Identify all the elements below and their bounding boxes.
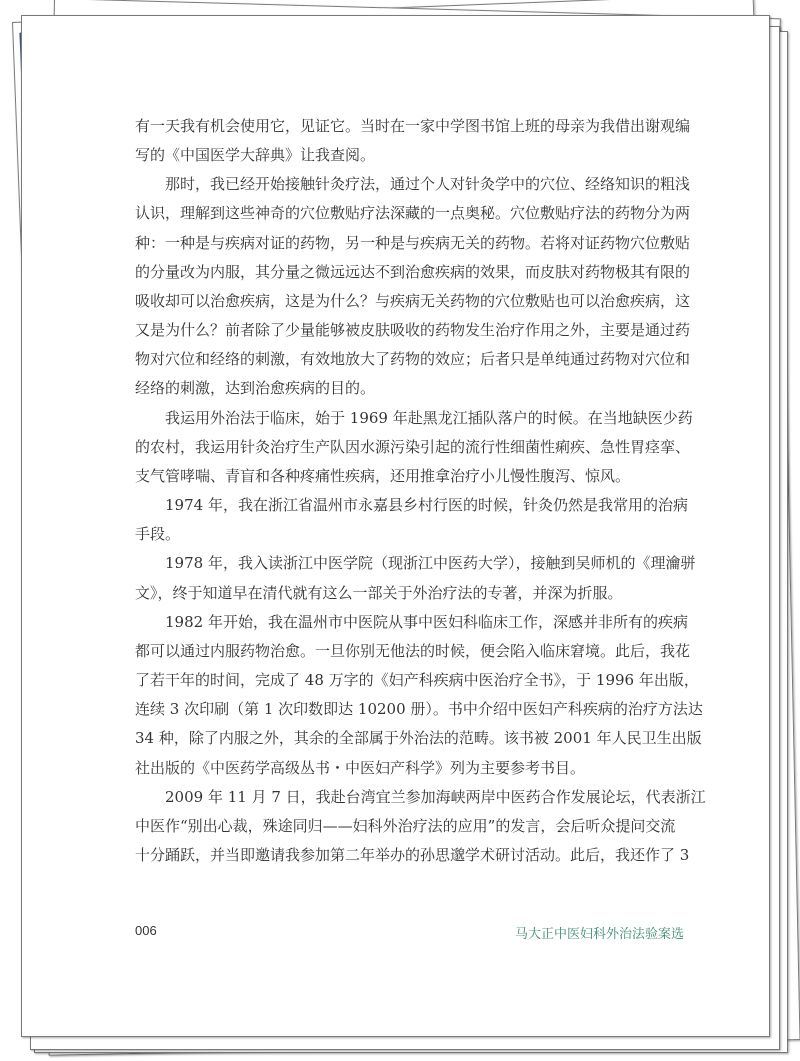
text-line: 手段。 xyxy=(135,525,181,544)
text-line: 又是为什么？前者除了少量能够被皮肤吸收的药物发生治疗作用之外，主要是通过药 xyxy=(135,321,691,340)
text-line: 我运用外治法于临床，始于 1969 年赴黑龙江插队落户的时候。在当地缺医少药 xyxy=(165,408,693,427)
text-line: 吸收却可以治愈疾病，这是为什么？与疾病无关药物的穴位敷贴也可以治愈疾病，这 xyxy=(135,291,691,310)
text-line: 支气管哮喘、青盲和各种疼痛性疾病，还用推拿治疗小儿慢性腹泻、惊风。 xyxy=(135,466,631,485)
text-line: 1978 年，我入读浙江中医学院（现浙江中医药大学），接触到吴师机的《理瀹骈 xyxy=(165,554,696,573)
text-line: 的农村，我运用针灸治疗生产队因水源污染引起的流行性细菌性痢疾、急性胃痉挛、 xyxy=(135,437,691,456)
text-line: 2009 年 11 月 7 日，我赴台湾宜兰参加海峡两岸中医药合作发展论坛，代表浙江 xyxy=(165,787,706,806)
text-line: 了若干年的时间，完成了 48 万字的《妇产科疾病中医治疗全书》，于 1996 年出版， xyxy=(135,671,699,690)
text-line: 文》，终于知道早在清代就有这么一部关于外治疗法的专著，并深为折服。 xyxy=(135,583,623,602)
text-line: 十分踊跃，并当即邀请我参加第二年举办的孙思邈学术研讨活动。此后，我还作了 3 xyxy=(135,846,690,864)
text-line: 连续 3 次印刷（第 1 次印数即达 10200 册）。书中介绍中医妇产科疾病的治疗方法达 xyxy=(135,700,703,719)
text-line: 写的《中国医学大辞典》让我查阅。 xyxy=(135,146,376,165)
text-line: 34 种，除了内服之外，其余的全部属于外治法的范畴。该书被 2001 年人民卫生出版 xyxy=(135,729,702,748)
running-book-title: 马大正中医妇科外治法验案选 xyxy=(515,926,685,941)
text-line: 种：一种是与疾病对证的药物，另一种是与疾病无关的药物。若将对证药物穴位敷贴 xyxy=(135,233,691,252)
text-line: 经络的刺激，达到治愈疾病的目的。 xyxy=(135,379,376,398)
text-line: 中医作“别出心裁，殊途同归——妇科外治疗法的应用”的发言，会后听众提问交流 xyxy=(135,816,676,835)
text-line: 那时，我已经开始接触针灸疗法，通过个人对针灸学中的穴位、经络知识的粗浅 xyxy=(165,175,691,194)
text-line: 1982 年开始，我在温州市中医院从事中医妇科临床工作，深感并非所有的疾病 xyxy=(165,612,688,631)
text-line: 1974 年，我在浙江省温州市永嘉县乡村行医的时候，针灸仍然是我常用的治病 xyxy=(165,496,688,515)
text-line: 有一天我有机会使用它，见证它。当时在一家中学图书馆上班的母亲为我借出谢观编 xyxy=(135,117,691,135)
text-line: 社出版的《中医药学高级丛书・中医妇产科学》列为主要参考书目。 xyxy=(135,758,586,777)
page-number: 006 xyxy=(135,923,157,938)
text-line: 物对穴位和经络的刺激，有效地放大了药物的效应；后者只是单纯通过药物对穴位和 xyxy=(135,350,691,369)
text-line: 认识，理解到这些神奇的穴位敷贴疗法深藏的一点奥秘。穴位敷贴疗法的药物分为两 xyxy=(135,204,691,223)
text-line: 都可以通过内服药物治愈。一旦你别无他法的时候，便会陷入临床窘境。此后，我花 xyxy=(135,641,691,660)
text-line: 的分量改为内服，其分量之微远远达不到治愈疾病的效果，而皮肤对药物极其有限的 xyxy=(135,262,691,281)
